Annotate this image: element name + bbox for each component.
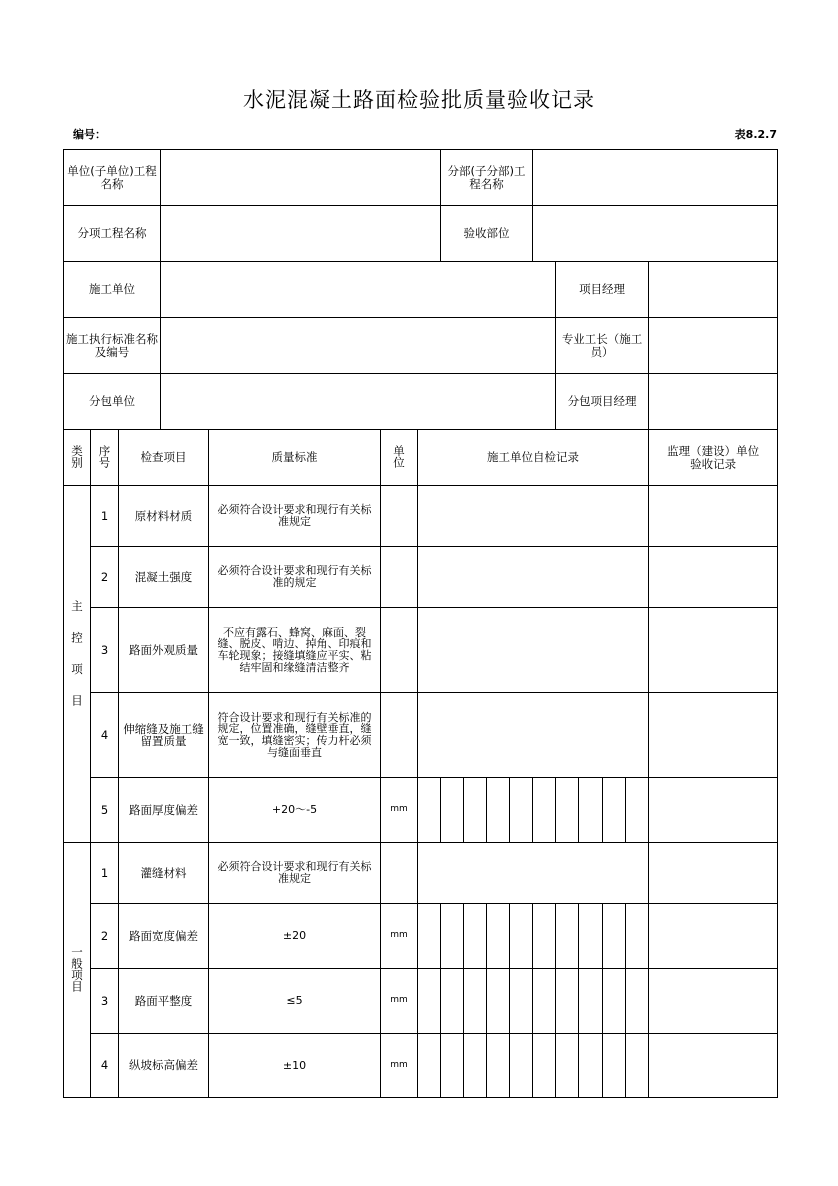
inspection-table [63,149,778,1098]
measurement-cell[interactable] [418,969,441,1034]
unit-project-label: 单位(子单位)工程名称 [64,150,161,206]
acceptance-part-field[interactable] [533,206,778,262]
sub-manager-field[interactable] [649,374,778,430]
supervision-cell[interactable] [649,778,778,843]
row-seq: 3 [91,608,119,693]
row-standard: ±20 [209,904,381,969]
measurement-cell[interactable] [556,904,579,969]
subcontractor-label: 分包单位 [64,374,161,430]
header-seq: 序号 [97,444,112,468]
row-standard: 必须符合设计要求和现行有关标准规定 [209,843,381,904]
self-check-cell[interactable] [418,608,649,693]
table-row [64,486,778,547]
row-item: 混凝土强度 [119,547,209,608]
row-standard: ±10 [209,1034,381,1098]
row-standard: 不应有露石、蜂窝、麻面、裂缝、脱皮、啃边、掉角、印痕和车轮现象；接缝填缝应平实、粘结牢固和缘缝清洁整齐 [209,608,381,693]
measurement-cell[interactable] [418,1034,441,1098]
supervision-cell[interactable] [649,693,778,778]
foreman-label: 专业工长（施工员） [556,318,649,374]
table-row [64,693,778,778]
measurement-cell[interactable] [510,778,533,843]
measurement-cell[interactable] [556,778,579,843]
self-check-cell[interactable] [418,547,649,608]
row-unit [381,608,418,693]
supervision-cell[interactable] [649,843,778,904]
row-item: 原材料材质 [119,486,209,547]
table-row [64,969,778,1034]
measurement-cell[interactable] [487,1034,510,1098]
unit-project-field[interactable] [161,150,441,206]
header-unit: 单位 [392,444,407,468]
page-title: 水泥混凝土路面检验批质量验收记录 [243,88,595,112]
row-seq: 4 [91,1034,119,1098]
row-standard: 必须符合设计要求和现行有关标准规定 [209,486,381,547]
row-unit: mm [381,778,418,843]
supervision-cell[interactable] [649,608,778,693]
measurement-cell[interactable] [556,969,579,1034]
measurement-cell[interactable] [464,778,487,843]
header-supervision: 监理（建设）单位验收记录 [649,430,778,486]
table-row [64,1034,778,1098]
supervision-cell[interactable] [649,547,778,608]
measurement-cell[interactable] [533,969,556,1034]
measurement-cell[interactable] [441,904,464,969]
supervision-cell[interactable] [649,904,778,969]
measurement-cell[interactable] [441,1034,464,1098]
measurement-cell[interactable] [464,904,487,969]
measurement-cell[interactable] [510,969,533,1034]
row-unit: mm [381,1034,418,1098]
table-row [64,547,778,608]
self-check-cell[interactable] [418,486,649,547]
measurement-cell[interactable] [579,778,603,843]
measurement-cell[interactable] [603,1034,626,1098]
table-row [64,904,778,969]
row-item: 路面厚度偏差 [119,778,209,843]
header-self-check: 施工单位自检记录 [418,430,649,486]
record-number-label: 编号： [73,128,106,141]
measurement-cell[interactable] [626,969,649,1034]
self-check-cell[interactable] [418,843,649,904]
measurement-cell[interactable] [441,778,464,843]
row-standard: ≤5 [209,969,381,1034]
row-unit [381,547,418,608]
acceptance-part-label: 验收部位 [441,206,533,262]
row-standard: +20～-5 [209,778,381,843]
measurement-cell[interactable] [441,969,464,1034]
measurement-cell[interactable] [510,1034,533,1098]
row-seq: 2 [91,904,119,969]
table-number: 表8.2.7 [734,128,777,141]
construction-unit-label: 施工单位 [64,262,161,318]
item-project-label: 分项工程名称 [64,206,161,262]
row-item: 纵坡标高偏差 [119,1034,209,1098]
table-row [64,608,778,693]
measurement-cell[interactable] [579,969,603,1034]
item-project-field[interactable] [161,206,441,262]
sub-project-field[interactable] [533,150,778,206]
row-seq: 2 [91,547,119,608]
measurement-cell[interactable] [464,1034,487,1098]
measurement-cell[interactable] [510,904,533,969]
measurement-cell[interactable] [579,904,603,969]
measurement-cell[interactable] [487,904,510,969]
row-standard: 必须符合设计要求和现行有关标准的规定 [209,547,381,608]
standard-label: 施工执行标准名称及编号 [64,318,161,374]
project-manager-label: 项目经理 [556,262,649,318]
row-seq: 1 [91,486,119,547]
measurement-cell[interactable] [418,904,441,969]
row-item: 伸缩缝及施工缝留置质量 [119,693,209,778]
header-item: 检查项目 [119,430,209,486]
supervision-cell[interactable] [649,969,778,1034]
header-standard: 质量标准 [209,430,381,486]
construction-unit-field[interactable] [161,262,556,318]
row-unit: mm [381,969,418,1034]
row-unit [381,693,418,778]
measurement-cell[interactable] [626,904,649,969]
sub-manager-label: 分包项目经理 [556,374,649,430]
row-seq: 4 [91,693,119,778]
measurement-cell[interactable] [556,1034,579,1098]
measurement-cell[interactable] [487,969,510,1034]
subcontractor-field[interactable] [161,374,556,430]
row-item: 路面外观质量 [119,608,209,693]
row-unit: mm [381,904,418,969]
measurement-cell[interactable] [626,1034,649,1098]
measurement-cell[interactable] [626,778,649,843]
row-unit [381,486,418,547]
row-seq: 1 [91,843,119,904]
measurement-cell[interactable] [603,969,626,1034]
row-item: 灌缝材料 [119,843,209,904]
measurement-cell[interactable] [603,778,626,843]
row-item: 路面宽度偏差 [119,904,209,969]
standard-field[interactable] [161,318,556,374]
category-label: 一般项目 [70,945,85,992]
supervision-cell[interactable] [649,1034,778,1098]
measurement-cell[interactable] [464,969,487,1034]
table-row [64,843,778,904]
measurement-cell[interactable] [533,904,556,969]
row-item: 路面平整度 [119,969,209,1034]
sub-project-label: 分部(子分部)工程名称 [441,150,533,206]
category-label: 主控项目 [70,599,85,726]
measurement-cell[interactable] [418,778,441,843]
row-seq: 3 [91,969,119,1034]
row-unit [381,843,418,904]
header-category: 类别 [70,444,85,468]
column-header-row [64,430,778,486]
measurement-cell[interactable] [487,778,510,843]
measurement-cell[interactable] [579,1034,603,1098]
measurement-cell[interactable] [533,778,556,843]
measurement-cell[interactable] [603,904,626,969]
row-standard: 符合设计要求和现行有关标准的规定，位置准确，缝壁垂直，缝宽一致，填缝密实；传力杆必须与缝面垂直 [209,693,381,778]
measurement-cell[interactable] [533,1034,556,1098]
project-manager-field[interactable] [649,262,778,318]
self-check-cell[interactable] [418,693,649,778]
row-seq: 5 [91,778,119,843]
table-row [64,778,778,843]
foreman-field[interactable] [649,318,778,374]
supervision-cell[interactable] [649,486,778,547]
